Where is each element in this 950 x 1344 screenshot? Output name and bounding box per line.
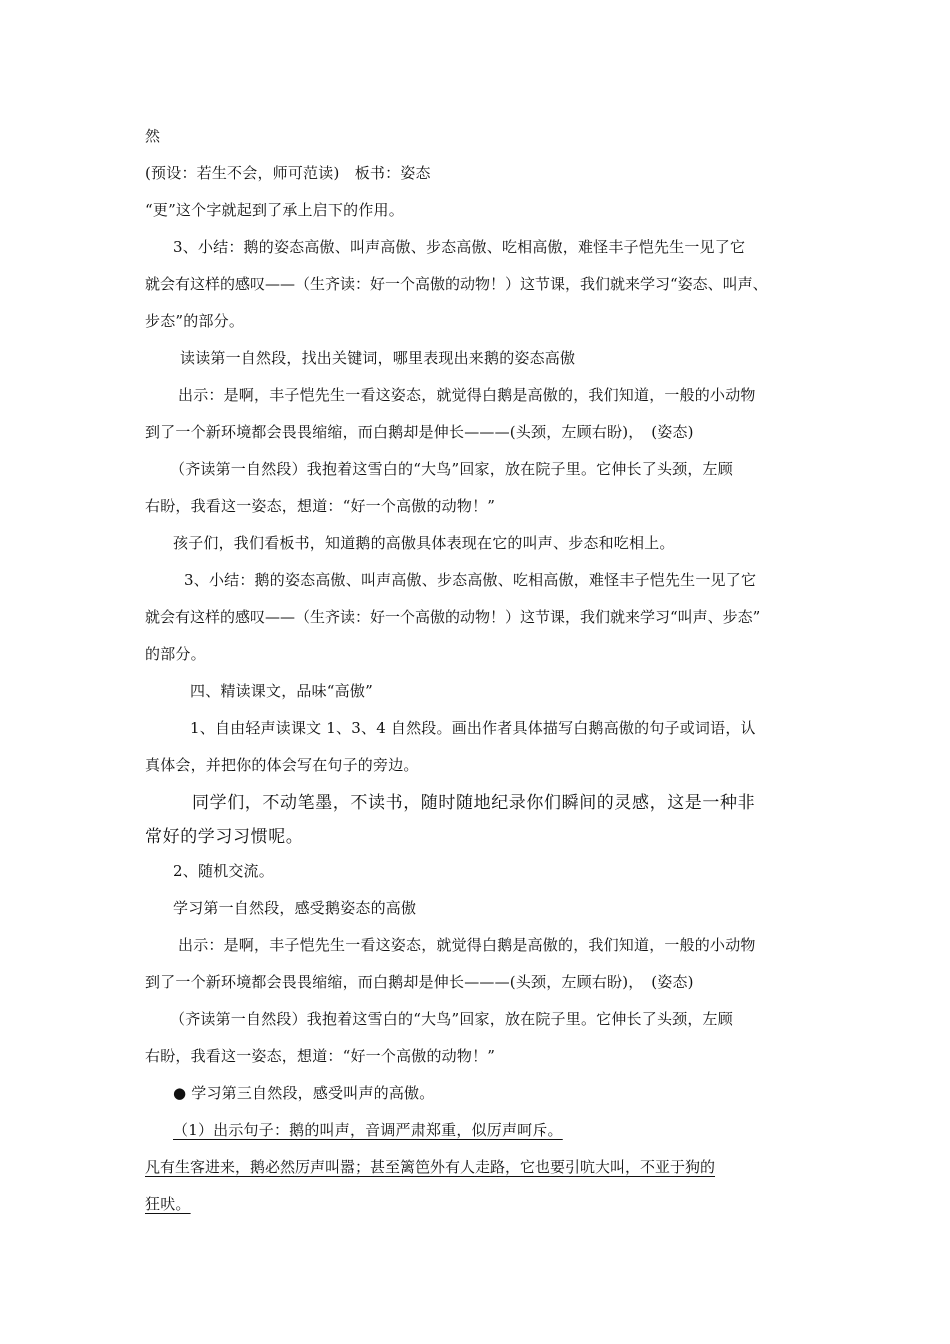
text-line: 学习第一自然段，感受鹅姿态的高傲 [173, 899, 417, 917]
bullet-line: ● 学习第三自然段，感受叫声的高傲。 [173, 1084, 435, 1102]
text-line: 出示：是啊，丰子恺先生一看这姿态，就觉得白鹅是高傲的，我们知道，一般的小动物 [178, 386, 756, 404]
text-line: （齐读第一自然段）我抱着这雪白的“大鸟”回家，放在院子里。它伸长了头颈，左顾 [170, 460, 733, 478]
text-line: 读读第一自然段，找出关键词，哪里表现出来鹅的姿态高傲 [180, 349, 576, 367]
text-line: 真体会，并把你的体会写在句子的旁边。 [145, 756, 419, 774]
underlined-line: 凡有生客进来，鹅必然厉声叫嚣；甚至篱笆外有人走路，它也要引吭大叫，不亚于狗的 [145, 1158, 716, 1176]
underlined-line: （1）出示句子：鹅的叫声，音调严肃郑重，似厉声呵斥。 [173, 1121, 563, 1139]
text-line: (预设：若生不会，师可范读) 板书：姿态 [145, 164, 431, 182]
text-line: 右盼，我看这一姿态，想道：“好一个高傲的动物！” [145, 1047, 496, 1065]
text-line: “更”这个字就起到了承上启下的作用。 [145, 201, 404, 219]
text-line: 到了一个新环境都会畏畏缩缩，而白鹅却是伸长———(头颈，左顾右盼)， (姿态) [145, 973, 694, 991]
text-line: 1、自由轻声读课文 1、3、4 自然段。画出作者具体描写白鹅高傲的句子或词语，认 [190, 719, 756, 737]
text-line: 就会有这样的感叹——（生齐读：好一个高傲的动物！）这节课，我们就来学习“叫声、步态” [145, 608, 761, 626]
text-line: 2、随机交流。 [173, 862, 274, 880]
text-line: 的部分。 [145, 645, 206, 663]
text-line: 步态”的部分。 [145, 312, 245, 330]
text-line: 3、小结：鹅的姿态高傲、叫声高傲、步态高傲、吃相高傲，难怪丰子恺先生一见了它 [173, 238, 746, 256]
text-line: （齐读第一自然段）我抱着这雪白的“大鸟”回家，放在院子里。它伸长了头颈，左顾 [170, 1010, 733, 1028]
text-line: 同学们，不动笔墨，不读书，随时随地纪录你们瞬间的灵感，这是一种非 [192, 793, 756, 813]
text-line: 然 [145, 127, 161, 145]
text-line: 3、小结：鹅的姿态高傲、叫声高傲、步态高傲、吃相高傲，难怪丰子恺先生一见了它 [184, 571, 757, 589]
text-line: 孩子们，我们看板书，知道鹅的高傲具体表现在它的叫声、步态和吃相上。 [173, 534, 675, 552]
text-line: 常好的学习习惯呢。 [145, 827, 304, 847]
text-line: 就会有这样的感叹——（生齐读：好一个高傲的动物！）这节课，我们就来学习“姿态、叫声、 [145, 275, 768, 293]
text-line: 到了一个新环境都会畏畏缩缩，而白鹅却是伸长———(头颈，左顾右盼)， (姿态) [145, 423, 694, 441]
text-line: 出示：是啊，丰子恺先生一看这姿态，就觉得白鹅是高傲的，我们知道，一般的小动物 [178, 936, 756, 954]
underlined-line: 狂吠。 [145, 1195, 191, 1213]
text-line: 右盼，我看这一姿态，想道：“好一个高傲的动物！” [145, 497, 496, 515]
section-heading: 四、精读课文，品味“高傲” [190, 682, 373, 700]
